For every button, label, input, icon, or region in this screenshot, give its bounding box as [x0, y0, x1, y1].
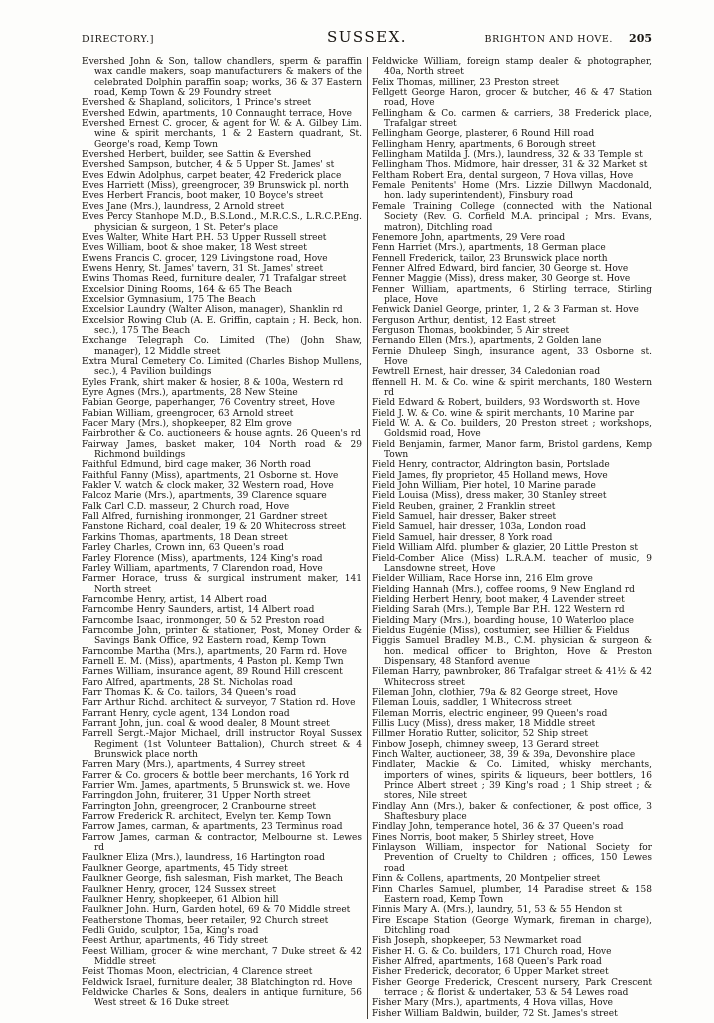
- directory-entry: Fenner William, apartments, 6 Stirling terrace, Stirling place, Hove: [372, 284, 652, 305]
- directory-entry: Faulkner Eliza (Mrs.), laundress, 16 Hartington road: [82, 853, 325, 864]
- directory-entry: Fairbrother & Co. auctioneers & house agnts. 26 Queen's rd: [82, 429, 361, 440]
- directory-entry: Finbow Joseph, chimney sweep, 13 Gerard street: [372, 739, 599, 750]
- directory-entry: Farren Mary (Mrs.), apartments, 4 Surrey street: [82, 760, 306, 771]
- directory-entry: Ferguson Thomas, bookbinder, 5 Air street: [372, 325, 570, 336]
- directory-entry: Farncombe Henry, artist, 14 Albert road: [82, 594, 267, 605]
- directory-entry: Field James, fly proprietor, 45 Holland mews, Hove: [372, 470, 608, 481]
- directory-entry: Field Benjamin, farmer, Manor farm, Bristol gardens, Kemp Town: [372, 439, 652, 461]
- directory-entry: Field Edward & Robert, builders, 93 Wordsworth st. Hove: [372, 398, 640, 409]
- directory-entry: Fellingham Thos. Midmore, hair dresser, 31 & 32 Market st: [372, 160, 648, 171]
- directory-entry: Evershed Ernest C. grocer, & agent for W. & A. Gilbey Lim. wine & spirit merchants, 1 & 2 Eastern quadrant, St. George's road, Kemp Town: [82, 119, 362, 150]
- directory-entry: Ewens Henry, St. James' tavern, 31 St. James' street: [82, 263, 324, 274]
- directory-entry: Feist Thomas Moon, electrician, 4 Clarence street: [82, 967, 313, 978]
- directory-entry: Fielding Hannah (Mrs.), coffee rooms, 9 New England rd: [372, 584, 635, 595]
- directory-entry: Farr Arthur Richd. architect & surveyor, 7 Station rd. Hove: [82, 698, 356, 709]
- directory-entry: Fish Joseph, shopkeeper, 53 Newmarket road: [372, 936, 582, 947]
- directory-entry: Feldwicke William, foreign stamp dealer & photographer, 40a, North street: [372, 57, 652, 78]
- directory-entry: Fabian William, greengrocer, 63 Arnold street: [82, 408, 294, 419]
- directory-entry: Farr Thomas K. & Co. tailors, 34 Queen's road: [82, 687, 297, 698]
- directory-entry: Findlay Ann (Mrs.), baker & confectioner, & post office, 3 Shaftesbury place: [372, 801, 652, 823]
- directory-entry: Female Training College (connected with the National Society (Rev. G. Corfield M.A. principal ; Mrs. Evans, matron), Ditchling road: [372, 201, 652, 233]
- page-header: [82, 28, 652, 46]
- directory-entry: Field-Comber Alice (Miss) L.R.A.M. teacher of music, 9 Lansdowne street, Hove: [372, 553, 652, 574]
- left-column: [82, 57, 362, 1019]
- directory-entry: Feldwicke Charles & Sons, dealers in antique furniture, 56 West street & 16 Duke street: [82, 987, 362, 1009]
- directory-entry: Fernie Dhuleep Singh, insurance agent, 33 Osborne st. Hove: [372, 346, 652, 367]
- directory-entry: Excelsior Gymnasium, 175 The Beach: [82, 294, 256, 305]
- directory-entry: Finn Charles Samuel, plumber, 14 Paradise street & 158 Eastern road, Kemp Town: [372, 884, 652, 905]
- directory-entry: Eyre Agnes (Mrs.), apartments, 28 New Steine: [82, 388, 298, 398]
- directory-entry: Evershed John & Son, tallow chandlers, sperm & paraffin wax candle makers, soap manufacturers & makers of the celebrated Dolphin paraffin soap; works, 36 & 37 Eastern road, Kemp Town & 29 Foundry street: [82, 57, 362, 99]
- directory-entry: Fakler V. watch & clock maker, 32 Western road, Hove: [82, 481, 334, 492]
- directory-entry: Eves Edwin Adolphus, carpet beater, 42 Frederick place: [82, 170, 342, 181]
- directory-entry: Fellgett George Haron, grocer & butcher, 46 & 47 Station road, Hove: [372, 88, 652, 109]
- directory-entry: Feldwick Israel, furniture dealer, 38 Blatchington rd. Hove: [82, 977, 353, 988]
- directory-entry: Feest Arthur, apartments, 46 Tidy street: [82, 936, 268, 947]
- directory-entry: Female Penitents' Home (Mrs. Lizzie Dillwyn Macdonald, hon. lady superintendent), Finsbury road: [372, 181, 652, 202]
- directory-entry: Finnis Mary A. (Mrs.), laundry, 51, 53 & 55 Hendon st: [372, 905, 623, 916]
- directory-entry: Farncombe Martha (Mrs.), apartments, 20 Farm rd. Hove: [82, 646, 347, 657]
- directory-entry: Fellingham George, plasterer, 6 Round Hill road: [372, 129, 595, 140]
- column-divider: [367, 57, 368, 1019]
- directory-entry: Feltham Robert Era, dental surgeon, 7 Hova villas, Hove: [372, 170, 634, 181]
- directory-entry: Faulkner George, apartments, 45 Tidy street: [82, 863, 288, 874]
- directory-entry: Ewens Francis C. grocer, 129 Livingstone road, Hove: [82, 253, 328, 264]
- directory-entry: Field Henry, contractor, Aldrington basin, Portslade: [372, 460, 610, 471]
- directory-entry: Fairway James, basket maker, 104 North road & 29 Richmond buildings: [82, 439, 362, 461]
- directory-entry: Faithful Fanny (Miss), apartments, 21 Osborne st. Hove: [82, 470, 339, 481]
- directory-entry: Field Louisa (Miss), dress maker, 30 Stanley street: [372, 491, 607, 502]
- directory-entry: Fielding Herbert Henry, boot maker, 4 Lavender street: [372, 594, 625, 605]
- directory-entry: Fall Alfred, furnishing ironmonger, 21 Gardner street: [82, 512, 328, 523]
- directory-entry: Fellingham Matilda J. (Mrs.), laundress, 32 & 33 Temple st: [372, 150, 643, 161]
- header-directory-label: DIRECTORY.]: [82, 34, 155, 45]
- directory-entry: Fileman Louis, saddler, 1 Whitecross street: [372, 698, 572, 709]
- directory-entry: Farley Charles, Crown inn, 63 Queen's road: [82, 543, 285, 554]
- directory-entry: Field Reuben, grainer, 2 Franklin street: [372, 501, 556, 512]
- directory-entry: Fileman Morris, electric engineer, 99 Queen's road: [372, 708, 608, 719]
- directory-entry: Farrell Sergt.-Major Michael, drill instructor Royal Sussex Regiment (1st Volunteer Battalion), Church street & 4 Brunswick place north: [82, 729, 362, 761]
- header-section-text: BRIGHTON AND HOVE.: [484, 34, 614, 45]
- directory-entry: Evershed Edwin, apartments, 10 Connaught terrace, Hove: [82, 108, 352, 119]
- directory-entry: Faro Alfred, apartments, 28 St. Nicholas road: [82, 677, 293, 688]
- directory-entry: Fillis Lucy (Miss), dress maker, 18 Middle street: [372, 719, 596, 729]
- directory-entry: Farringdon John, fruiterer, 31 Upper North street: [82, 791, 311, 802]
- directory-entry: Farrant John, jun. coal & wood dealer, 8 Mount street: [82, 719, 330, 729]
- directory-entry: Farley Florence (Miss), apartments, 124 King's road: [82, 553, 323, 564]
- directory-entry: Facer Mary (Mrs.), shopkeeper, 82 Elm grove: [82, 419, 292, 430]
- directory-entry: Eves Percy Stanhope M.D., B.S.Lond., M.R.C.S., L.R.C.P.Eng. physician & surgeon, 1 St. Peter's place: [82, 212, 362, 233]
- directory-entry: Finlayson William, inspector for National Society for Prevention of Cruelty to Children ; offices, 150 Lewes road: [372, 843, 652, 874]
- directory-entry: Fisher William Baldwin, builder, 72 St. James's street: [372, 1008, 618, 1019]
- directory-entry: Faulkner George, fish salesman, Fish market, The Beach: [82, 874, 343, 885]
- directory-entry: Faulkner Henry, shopkeeper, 61 Albion hill: [82, 894, 279, 905]
- directory-entry: Fedli Guido, sculptor, 15a, King's road: [82, 925, 259, 936]
- directory-entry: Farncombe Isaac, ironmonger, 50 & 52 Preston road: [82, 615, 325, 626]
- directory-entry: Field Samuel, hair dresser, Baker street: [372, 512, 557, 523]
- directory-entry: Fellingham Henry, apartments, 6 Borough street: [372, 139, 596, 150]
- directory-entry: Fisher Frederick, decorator, 6 Upper Market street: [372, 967, 609, 978]
- directory-entry: Field Samuel, hair dresser, 8 York road: [372, 532, 553, 543]
- directory-entry: Farrow James, carman & contractor, Melbourne st. Lewes rd: [82, 832, 362, 854]
- directory-entry: Exchange Telegraph Co. Limited (The) (John Shaw, manager), 12 Middle street: [82, 336, 362, 357]
- directory-entry: Fenner Alfred Edward, bird fancier, 30 George st. Hove: [372, 263, 629, 274]
- directory-entry: Fielder William, Race Horse inn, 216 Elm grove: [372, 574, 593, 585]
- directory-entry: Field J. W. & Co. wine & spirit merchants, 10 Marine par: [372, 408, 634, 419]
- directory-entry: Eves Herbert Francis, boot maker, 10 Boyce's street: [82, 191, 324, 202]
- directory-entry: Extra Mural Cemetery Co. Limited (Charles Bishop Mullens, sec.), 4 Pavilion buildings: [82, 356, 362, 378]
- directory-entry: Farncombe John, printer & stationer, Post, Money Order & Savings Bank Office, 92 Eastern road, Kemp Town: [82, 625, 362, 647]
- directory-entry: Farkins Thomas, apartments, 18 Dean street: [82, 532, 288, 543]
- directory-entry: Farnes William, insurance agent, 89 Round Hill crescent: [82, 667, 343, 678]
- directory-entry: Fellingham & Co. carmen & carriers, 38 Frederick place, Trafalgar street: [372, 108, 652, 130]
- directory-entry: Findlay John, temperance hotel, 36 & 37 Queen's road: [372, 822, 624, 833]
- directory-entry: Fire Escape Station (George Wymark, fireman in charge), Ditchling road: [372, 915, 652, 936]
- directory-entry: Farmer Horace, truss & surgical instrument maker, 141 North street: [82, 574, 362, 595]
- directory-entry: Falcoz Marie (Mrs.), apartments, 39 Clarence square: [82, 491, 327, 502]
- directory-entry: Field Samuel, hair dresser, 103a, London road: [372, 522, 586, 533]
- directory-entry: Fines Norris, boot maker, 5 Shirley street, Hove: [372, 832, 594, 843]
- header-section-title: [407, 32, 652, 45]
- directory-columns: [82, 57, 652, 1019]
- directory-entry: Excelsior Laundry (Walter Alison, manager), Shanklin rd: [82, 305, 343, 316]
- directory-entry: Eves William, boot & shoe maker, 18 West street: [82, 243, 307, 254]
- header-county-title: SUSSEX.: [326, 28, 408, 46]
- directory-entry: Falk Carl C.D. masseur, 2 Church road, Hove: [82, 501, 290, 512]
- directory-entry: Evershed Herbert, builder, see Sattin & Evershed: [82, 150, 312, 161]
- directory-entry: Faulkner Henry, grocer, 124 Sussex street: [82, 884, 276, 895]
- directory-entry: Farrow James, carman, & apartments, 23 Terminus road: [82, 822, 343, 833]
- directory-entry: Fisher George Frederick, Crescent nursery, Park Crescent terrace ; & florist & undertaker, 53 & 54 Lewes road: [372, 977, 652, 998]
- directory-entry: Fielding Sarah (Mrs.), Temple Bar P.H. 122 Western rd: [372, 605, 625, 616]
- directory-entry: Finch Walter, auctioneer, 38, 39 & 39a, Devonshire place: [372, 750, 636, 761]
- directory-entry: Fenemore John, apartments, 29 Vere road: [372, 232, 566, 243]
- directory-entry: Fenn Harriet (Mrs.), apartments, 18 German place: [372, 243, 606, 254]
- directory-entry: Farrant Henry, cycle agent, 134 London road: [82, 708, 290, 719]
- directory-entry: Farnell E. M. (Miss), apartments, 4 Paston pl. Kemp Twn: [82, 656, 344, 667]
- directory-entry: Eyles Frank, shirt maker & hosier, 8 & 100a, Western rd: [82, 377, 344, 388]
- directory-entry: Fieldus Eugénie (Miss), costumier, see Hillier & Fieldus: [372, 625, 630, 636]
- directory-entry: Fileman Harry, pawnbroker, 86 Trafalgar street & 41½ & 42 Whitecross street: [372, 667, 652, 688]
- directory-entry: Fillmer Horatio Rutter, solicitor, 52 Ship street: [372, 729, 588, 740]
- directory-entry: Farrier Wm. James, apartments, 5 Brunswick st. we. Hove: [82, 781, 351, 792]
- directory-entry: Fileman John, clothier, 79a & 82 George street, Hove: [372, 687, 618, 698]
- directory-entry: Evershed & Shapland, solicitors, 1 Prince's street: [82, 98, 312, 109]
- directory-entry: Ferguson Arthur, dentist, 12 East street: [372, 315, 556, 326]
- right-column: [372, 57, 652, 1019]
- directory-entry: Fennell Frederick, tailor, 23 Brunswick place north: [372, 253, 608, 264]
- directory-entry: Eves Harriett (Miss), greengrocer, 39 Brunswick pl. north: [82, 181, 349, 192]
- directory-entry: Faithful Edmund, bird cage maker, 36 North road: [82, 460, 311, 471]
- directory-entry: Fisher Alfred, apartments, 168 Queen's Park road: [372, 956, 602, 967]
- directory-entry: Fisher H. G. & Co. builders, 171 Church road, Hove: [372, 946, 612, 957]
- directory-entry: Finn & Collens, apartments, 20 Montpelier street: [372, 874, 601, 885]
- directory-entry: Farncombe Henry Saunders, artist, 14 Albert road: [82, 605, 315, 616]
- directory-entry: ffennell H. M. & Co. wine & spirit merchants, 180 Western rd: [372, 377, 652, 398]
- directory-entry: Evershed Sampson, butcher, 4 & 5 Upper St. James' st: [82, 160, 335, 171]
- directory-entry: Fenwick Daniel George, printer, 1, 2 & 3 Farman st. Hove: [372, 305, 639, 316]
- directory-entry: Field John William, Pier hotel, 10 Marine parade: [372, 481, 596, 492]
- directory-entry: Faulkner John. Hurn, Garden hotel, 69 & 70 Middle street: [82, 905, 351, 916]
- directory-entry: Findlater, Mackie & Co. Limited, whisky merchants, importers of wines, spirits & liqueurs, beer bottlers, 16 Prince Albert street ; 39 King's road ; 1 Ship street ; & stores, Nile street: [372, 760, 652, 802]
- directory-entry: Field W. A. & Co. builders, 20 Preston street ; workshops, Goldsmid road, Hove: [372, 419, 652, 440]
- page-number: 205: [629, 32, 653, 45]
- directory-entry: Farrer & Co. grocers & bottle beer merchants, 16 York rd: [82, 770, 350, 781]
- directory-entry: Feest William, grocer & wine merchant, 7 Duke street & 42 Middle street: [82, 946, 362, 967]
- directory-entry: Featherstone Thomas, beer retailer, 92 Church street: [82, 915, 329, 926]
- directory-entry: Fewtrell Ernest, hair dresser, 34 Caledonian road: [372, 367, 601, 378]
- directory-entry: Farrow Frederick R. architect, Evelyn ter. Kemp Town: [82, 812, 332, 823]
- directory-entry: Figgis Samuel Bradley M.B., C.M. physician & surgeon & hon. medical officer to Brighton, Hove & Preston Dispensary, 48 Stanford avenue: [372, 636, 652, 667]
- directory-entry: Fielding Mary (Mrs.), boarding house, 10 Waterloo place: [372, 615, 634, 626]
- directory-entry: Farrington John, greengrocer, 2 Cranbourne street: [82, 801, 316, 812]
- directory-entry: Field William Alfd. plumber & glazier, 20 Little Preston st: [372, 543, 638, 554]
- directory-entry: Excelsior Rowing Club (A. E. Griffin, captain ; H. Beck, hon. sec.), 175 The Beach: [82, 315, 362, 336]
- directory-entry: Fenner Maggie (Miss), dress maker, 30 George st. Hove: [372, 274, 631, 285]
- directory-entry: Fabian George, paperhanger, 76 Coventry street, Hove: [82, 398, 336, 409]
- directory-entry: Farley William, apartments, 7 Clarendon road, Hove: [82, 563, 323, 574]
- directory-entry: Felix Thomas, milliner, 23 Preston street: [372, 77, 560, 88]
- directory-entry: Eves Jane (Mrs.), laundress, 2 Arnold street: [82, 201, 285, 212]
- directory-entry: Ewins Thomas Reed, furniture dealer, 71 Trafalgar street: [82, 274, 347, 285]
- directory-entry: Eves Walter, White Hart P.H. 53 Upper Russell street: [82, 232, 327, 243]
- directory-entry: Fernando Ellen (Mrs.), apartments, 2 Golden lane: [372, 336, 602, 347]
- directory-entry: Excelsior Dining Rooms, 164 & 65 The Beach: [82, 284, 293, 295]
- directory-entry: Fanstone Richard, coal dealer, 19 & 20 Whitecross street: [82, 522, 346, 533]
- directory-entry: Fisher Mary (Mrs.), apartments, 4 Hova villas, Hove: [372, 998, 613, 1009]
